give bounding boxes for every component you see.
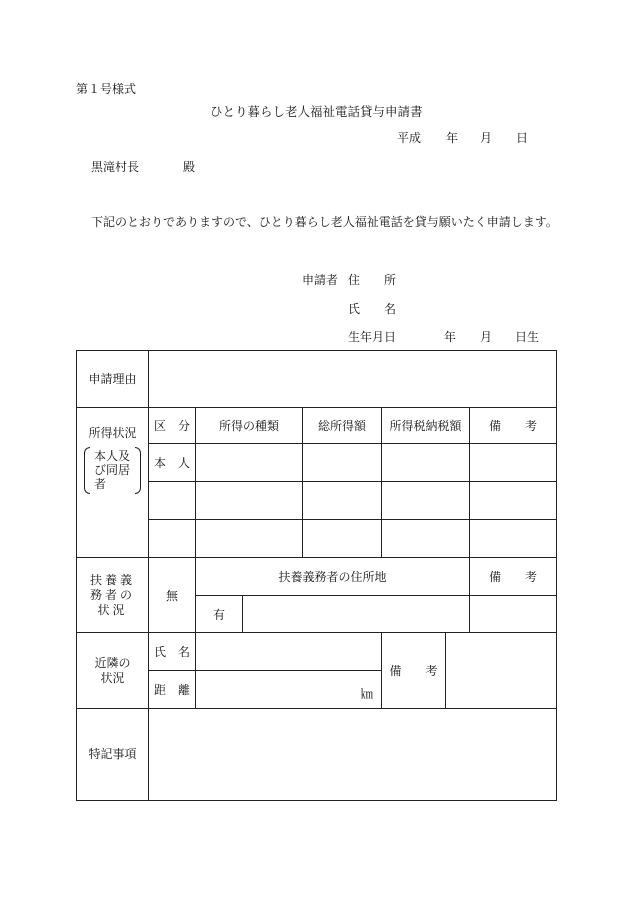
- income-cell[interactable]: [196, 482, 303, 520]
- applicant-address-label: 住 所: [348, 273, 397, 287]
- income-cell[interactable]: [303, 520, 382, 558]
- page-title: ひとり暮らし老人福祉電話貸与申請書: [210, 104, 423, 119]
- income-cell[interactable]: [382, 520, 470, 558]
- income-cell[interactable]: [382, 482, 470, 520]
- km-unit: ㎞: [360, 687, 373, 701]
- addressee-name: 黒滝村長: [91, 160, 140, 174]
- neighbor-remarks-field[interactable]: [446, 633, 557, 709]
- applicant-label: 申請者: [302, 273, 339, 287]
- statement: 下記のとおりでありますので、ひとり暮らし老人福祉電話を貸与願いたく申請します。: [91, 215, 558, 229]
- income-cell[interactable]: [196, 444, 303, 482]
- application-table: [76, 350, 557, 801]
- header-income-tax: 所得税納税額: [382, 408, 470, 444]
- income-cell[interactable]: [303, 444, 382, 482]
- header-income-type: 所得の種類: [196, 408, 303, 444]
- income-cell[interactable]: [470, 520, 557, 558]
- reason-label: 申請理由: [77, 351, 149, 408]
- support-none[interactable]: 無: [149, 558, 196, 633]
- income-cell[interactable]: [470, 482, 557, 520]
- date-day: 日: [516, 131, 529, 145]
- income-cell[interactable]: [149, 520, 196, 558]
- neighbor-distance-label: 距 離: [149, 671, 196, 709]
- bracket: [84, 449, 141, 492]
- header-total-income: 総所得額: [303, 408, 382, 444]
- income-label: 所得状況: [88, 426, 137, 440]
- neighbor-name-field[interactable]: [196, 633, 382, 671]
- neighbor-distance-field[interactable]: [196, 671, 382, 709]
- support-remarks-header: 備 考: [470, 558, 557, 596]
- income-bracket-note: 本人及び同居者: [94, 449, 131, 491]
- applicant-name-label: 氏 名: [348, 302, 397, 316]
- support-remarks-field[interactable]: [470, 596, 557, 633]
- special-field[interactable]: [149, 709, 557, 801]
- neighbor-label: 近隣の状況: [77, 633, 149, 709]
- neighbor-remarks-label: 備 考: [382, 633, 446, 709]
- income-cell[interactable]: [196, 520, 303, 558]
- support-address-field[interactable]: [243, 596, 470, 633]
- income-cell[interactable]: [303, 482, 382, 520]
- income-label-cell: [77, 408, 149, 558]
- income-cell[interactable]: [149, 482, 196, 520]
- applicant-birthdate-label: 生年月日: [348, 330, 397, 344]
- support-address-header: 扶養義務者の住所地: [196, 558, 470, 596]
- date-year: 年: [446, 131, 459, 145]
- header-remarks: 備 考: [470, 408, 557, 444]
- neighbor-name-label: 氏 名: [149, 633, 196, 671]
- income-cell[interactable]: [382, 444, 470, 482]
- birth-month: 月: [480, 330, 493, 344]
- date-era: 平成: [397, 131, 422, 145]
- date-month: 月: [480, 131, 493, 145]
- income-cell[interactable]: [470, 444, 557, 482]
- birth-year: 年: [444, 330, 457, 344]
- form-number: 第１号様式: [76, 82, 137, 96]
- reason-field[interactable]: [149, 351, 557, 408]
- support-label: 扶養義務者の状況: [77, 558, 149, 633]
- addressee-honorific: 殿: [183, 160, 196, 174]
- special-label: 特記事項: [77, 709, 149, 801]
- self-label: 本 人: [149, 444, 196, 482]
- support-yes[interactable]: 有: [196, 596, 243, 633]
- header-category: 区 分: [149, 408, 196, 444]
- birth-day: 日生: [515, 330, 540, 344]
